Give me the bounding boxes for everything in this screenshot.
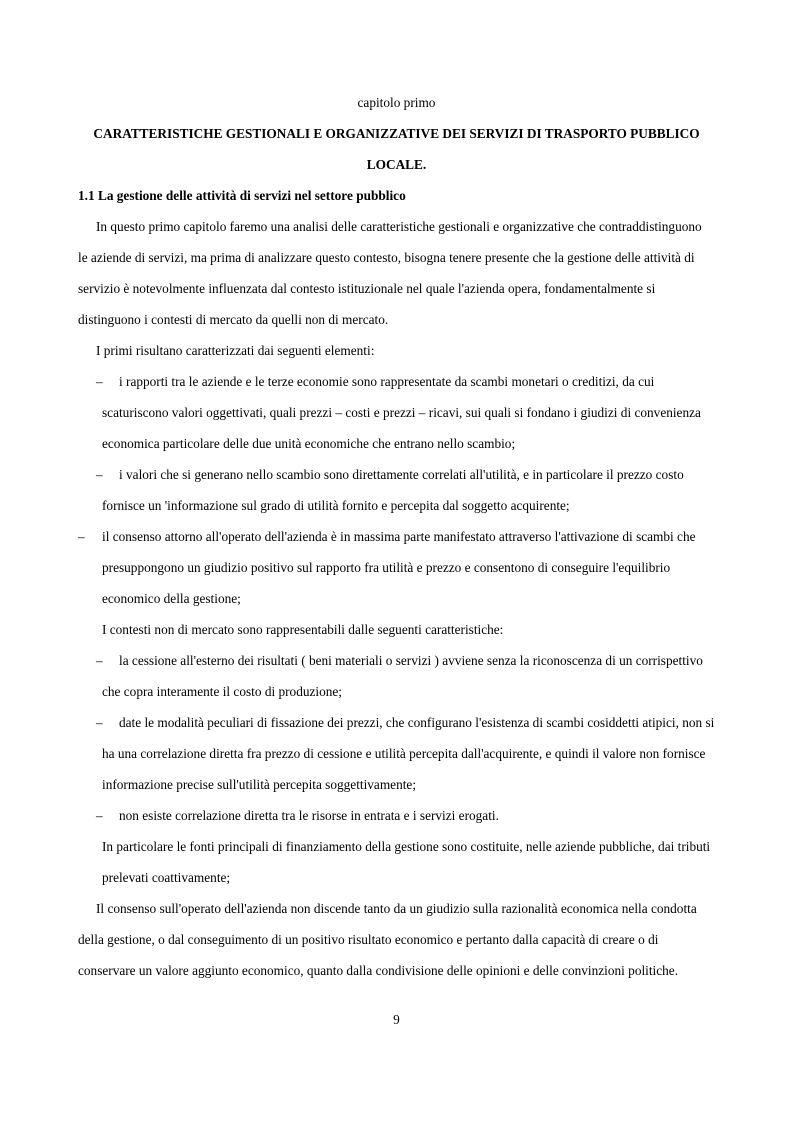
list-item-line: economica particolare delle due unità economiche che entrano nello scambio; [102,436,516,451]
list-item-line: la cessione all'esterno dei risultati ( beni materiali o servizi ) avviene senza la riconoscenza di un corrispettivo [119,653,703,668]
list-item-line: economico della gestione; [102,591,241,606]
bullet-dash: – [96,808,103,823]
list-item-line: non esiste correlazione diretta tra le risorse in entrata e i servizi erogati. [119,808,499,823]
paragraph-line: I primi risultano caratterizzati dai seguenti elementi: [96,343,375,358]
chapter-label: capitolo primo [357,95,436,110]
paragraph-line: le aziende di servizi, ma prima di analizzare questo contesto, bisogna tenere presente che la gestione delle attività di [78,250,695,265]
paragraph-line: conservare un valore aggiunto economico, quanto dalla condivisione delle opinioni e delle convinzioni politiche. [78,963,679,978]
bullet-dash: – [96,467,103,482]
paragraph-line: della gestione, o dal conseguimento di un positivo risultato economico e pertanto dalla capacità di creare o di [78,932,659,947]
list-item-line: i rapporti tra le aziende e le terze economie sono rappresentate da scambi monetari o creditizi, da cui [119,374,655,389]
paragraph-line: prelevati coattivamente; [102,870,231,885]
paragraph-line: In questo primo capitolo faremo una analisi delle caratteristiche gestionali e organizzative che contraddistinguono [96,219,702,234]
list-item-line: scaturiscono valori oggettivati, quali prezzi – costi e prezzi – ricavi, sui quali si fondano i giudizi di convenienza [102,405,701,420]
bullet-dash: – [96,653,103,668]
list-item-line: date le modalità peculiari di fissazione dei prezzi, che configurano l'esistenza di scambi cosiddetti atipici, non si [119,715,715,730]
paragraph-line: In particolare le fonti principali di finanziamento della gestione sono costituite, nelle aziende pubbliche, dai tributi [102,839,711,854]
chapter-title-line-2: LOCALE. [366,157,427,172]
section-heading: 1.1 La gestione delle attività di servizi nel settore pubblico [78,188,406,203]
list-item-line: il consenso attorno all'operato dell'azienda è in massima parte manifestato attraverso l'attivazione di scambi che [102,529,696,544]
paragraph-line: I contesti non di mercato sono rappresentabili dalle seguenti caratteristiche: [102,622,504,637]
list-item-line: che copra interamente il costo di produzione; [102,684,342,699]
page-number: 9 [393,1012,400,1027]
list-item-line: i valori che si generano nello scambio sono direttamente correlati all'utilità, e in particolare il prezzo costo [119,467,684,482]
bullet-dash: – [96,374,103,389]
list-item-line: presuppongono un giudizio positivo sul rapporto fra utilità e prezzo e consentono di conseguire l'equilibrio [102,560,671,575]
paragraph-line: Il consenso sull'operato dell'azienda non discende tanto da un giudizio sulla razionalità economica nella condotta [96,901,697,916]
bullet-dash: – [96,715,103,730]
paragraph-line: distinguono i contesti di mercato da quelli non di mercato. [78,312,389,327]
list-item-line: ha una correlazione diretta fra prezzo di cessione e utilità percepita dall'acquirente, e quindi il valore non fornisce [102,746,706,761]
bullet-dash: – [78,529,85,544]
list-item-line: fornisce un 'informazione sul grado di utilità fornito e percepita dal soggetto acquirente; [102,498,570,513]
paragraph-line: servizio è notevolmente influenzata dal contesto istituzionale nel quale l'azienda opera, fondamentalmente si [78,281,656,296]
chapter-title-line-1: CARATTERISTICHE GESTIONALI E ORGANIZZATIVE DEI SERVIZI DI TRASPORTO PUBBLICO [93,126,700,141]
list-item-line: informazione precise sull'utilità percepita soggettivamente; [102,777,417,792]
